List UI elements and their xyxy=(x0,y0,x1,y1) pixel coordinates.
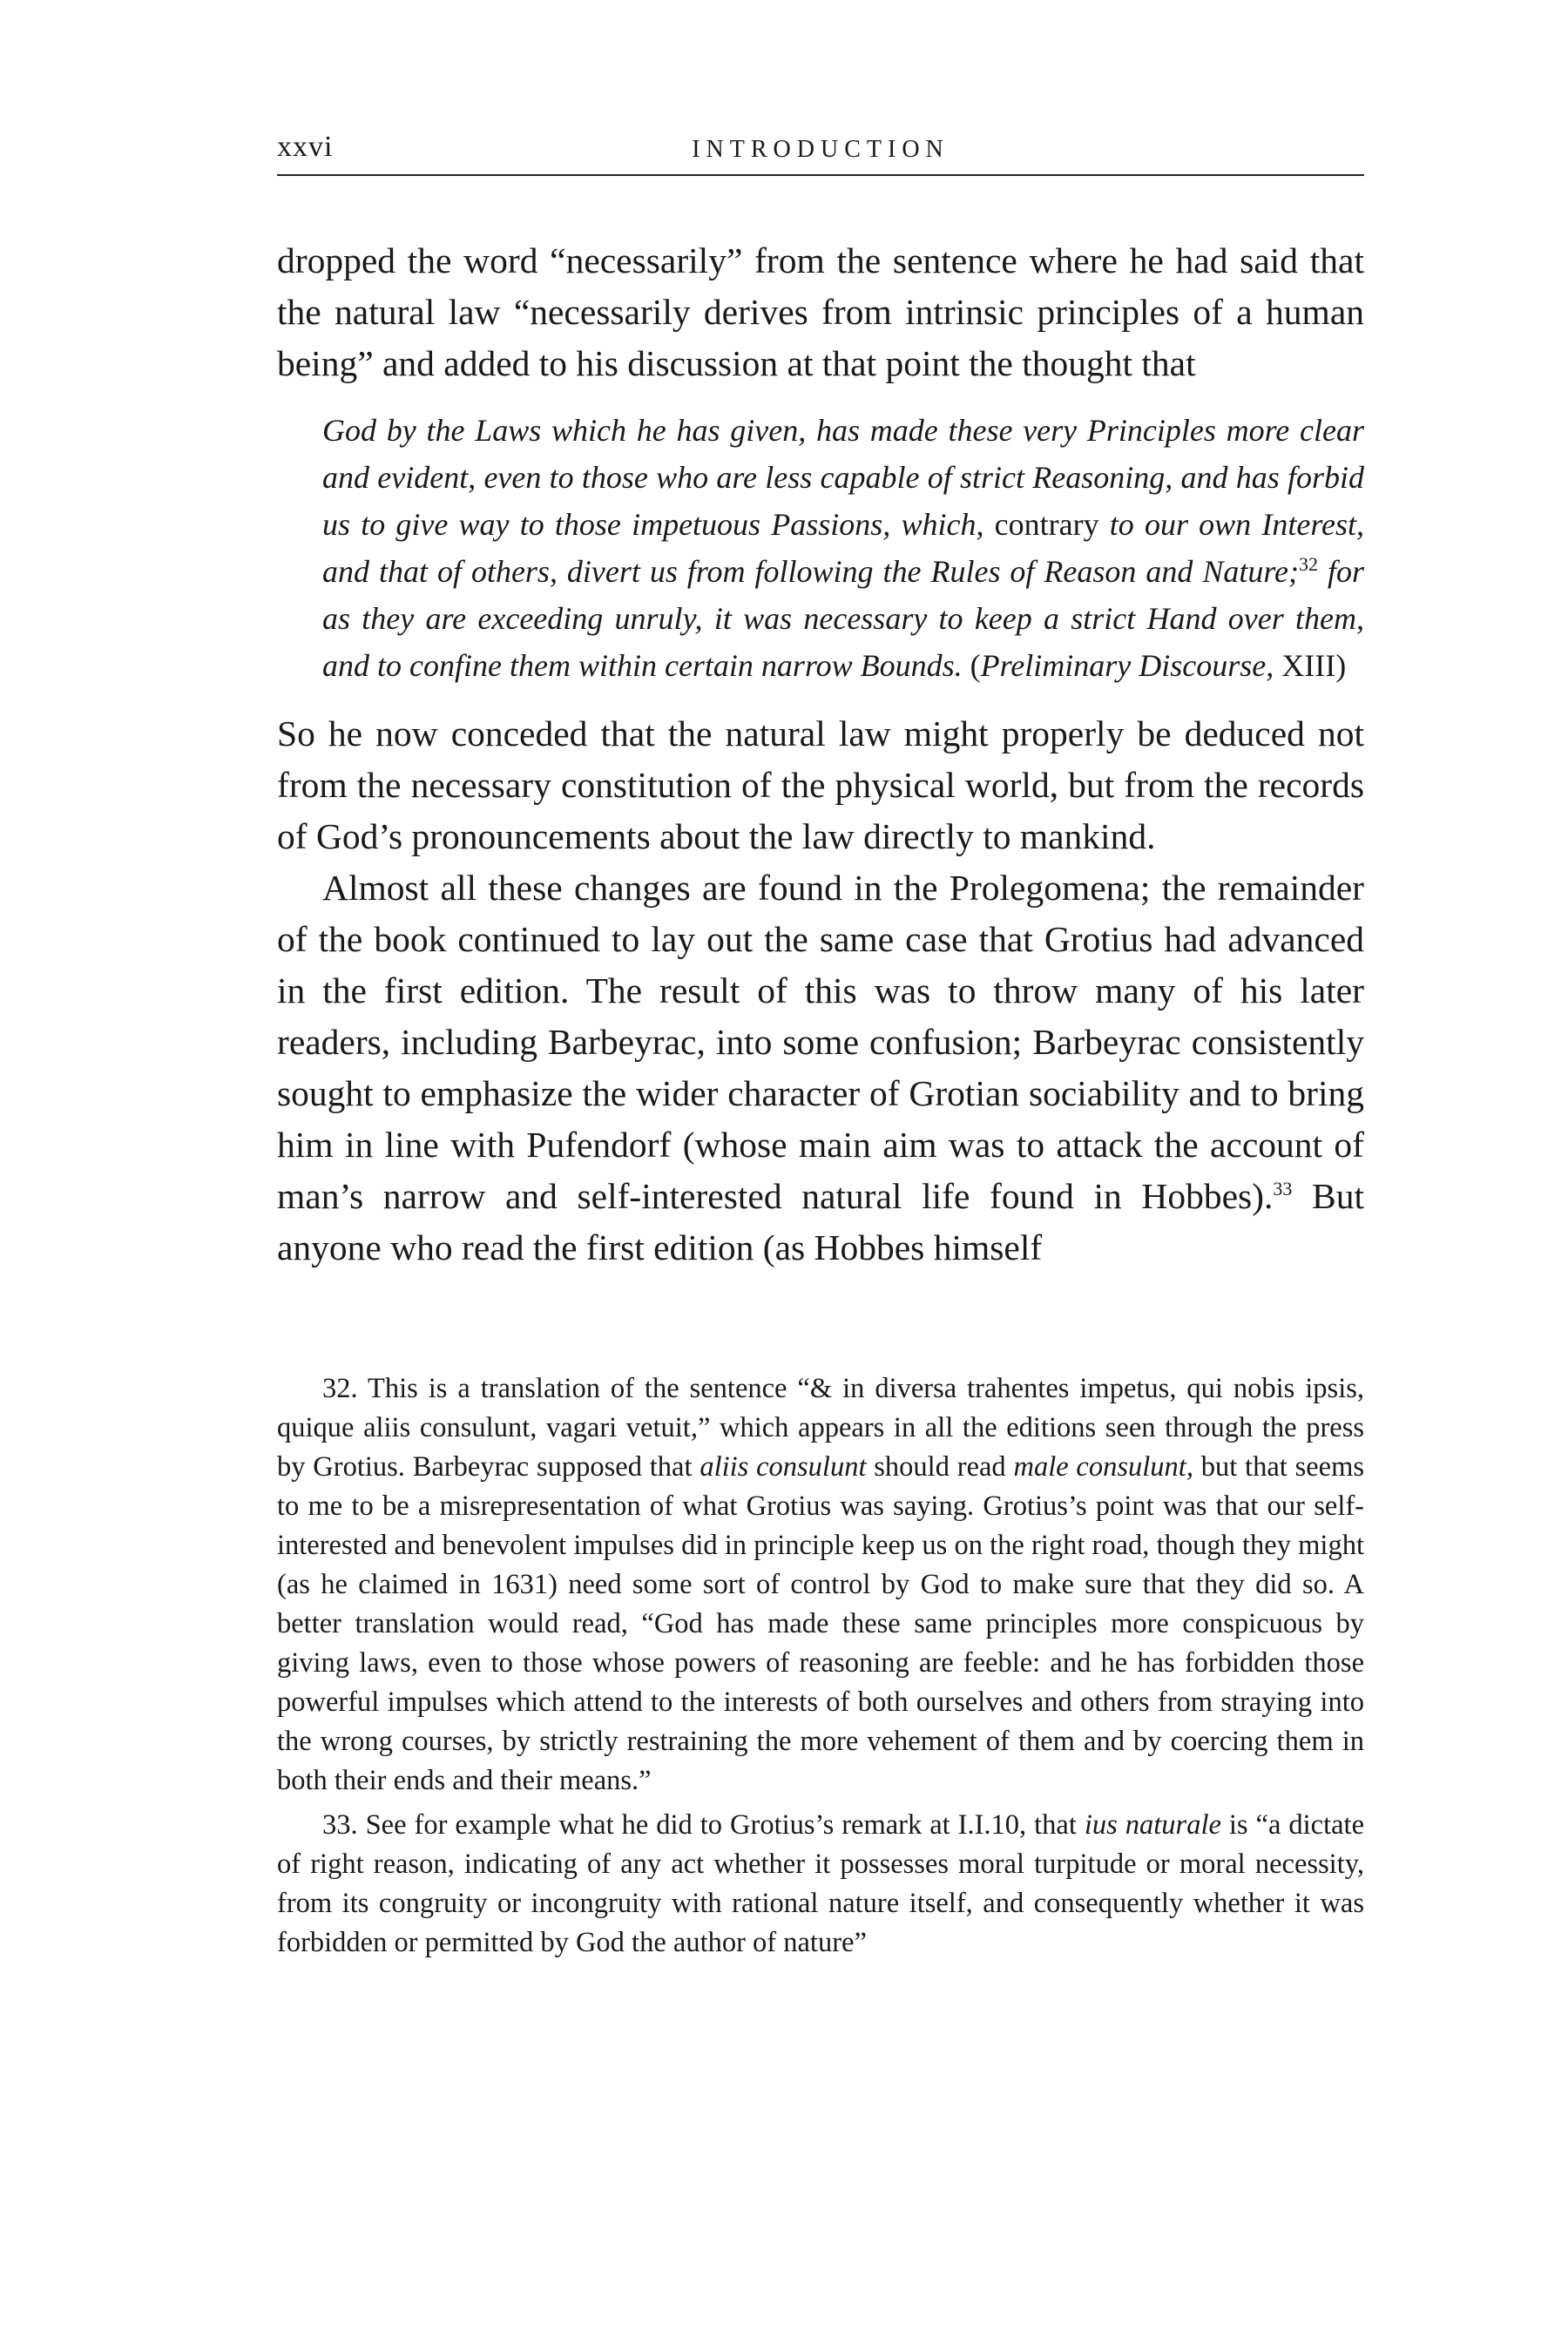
quote-text-1: God by the Laws which he has given, has made these very Principles more clear and evident, even to those who are less capable of strict Reasoning, and has forbid us to give way to those impetuous Passions, which, xyxy=(322,413,1364,542)
quote-citation-open: ( xyxy=(962,648,981,683)
footnote-33-text-2: is “a dictate of right reason, indicating of any act whether it possesses moral turpitude or moral necessity, from its congruity or incongruity with rational nature itself, and consequently whether it was forbidden or permitted by God the author of nature” xyxy=(277,1809,1364,1958)
quote-text-2: to our own Interest, and that of others, divert us from following the Rules of Reason and Nature; xyxy=(322,507,1364,589)
footnote-32-text-3: but that seems to me to be a misrepresentation of what Grotius was saying. Grotius’s point was that our self-interested and benevolent impulses did in principle keep us on the right road, though they might (as he claimed in 1631) need some sort of control by God to make sure that they did so. A better translation would read, “God has made these same principles more conspicuous by giving laws, even to those whose powers of reasoning are feeble: and he has forbidden those powerful impulses which attend to the interests of both ourselves and others from straying into the wrong courses, by strictly restraining the more vehement of them and by coercing them in both their ends and their means.” xyxy=(277,1451,1365,1796)
footnote-33-italic-1: ius naturale xyxy=(1084,1809,1221,1841)
footnote-32 xyxy=(277,1369,1364,1801)
running-title: INTRODUCTION xyxy=(692,136,950,163)
paragraph-3-text-1: Almost all these changes are found in the Prolegomena; the remainder of the book continued to lay out the same case that Grotius had advanced in the first edition. The result of this was to throw many of his later readers, including Barbeyrac, into some confusion; Barbeyrac consistently sought to emphasize the wider character of Grotian sociability and to bring him in line with Pufendorf (whose main aim was to attack the account of man’s narrow and self-interested natural life found in Hobbes). xyxy=(277,868,1364,1216)
running-head xyxy=(277,122,1364,176)
paragraph-3-text-2: But anyone who read the first edition (as Hobbes himself xyxy=(277,1176,1364,1267)
footnote-32-text-2: should read xyxy=(866,1451,1014,1483)
page-number: xxvi xyxy=(277,131,334,163)
footnote-32-text-1: 32. This is a translation of the sentence “& in diversa trahentes impetus, qui nobis ipsis, quique aliis consulunt, vagari vetuit,” which appears in all the editions seen through the press by Grotius. Barbeyrac supposed that xyxy=(277,1373,1364,1483)
quote-citation-title: Preliminary Discourse, xyxy=(980,648,1274,683)
footnote-32-italic-2: male consulunt, xyxy=(1013,1451,1193,1483)
main-text xyxy=(277,235,1364,1274)
paragraph-2: So he now conceded that the natural law might properly be deduced not from the necessary constitution of the physical world, but from the records of God’s pronouncements about the law directly to mankind. xyxy=(277,713,1364,856)
footnotes xyxy=(277,1369,1364,1963)
footnote-33-text-1: 33. See for example what he did to Grotius’s remark at I.I.10, that xyxy=(322,1809,1085,1841)
book-page xyxy=(277,122,1364,1968)
quote-text-3: for as they are exceeding unruly, it was necessary to keep a strict Hand over them, and to confine them within certain narrow Bounds. xyxy=(322,554,1364,683)
footnote-ref-32[interactable]: 32 xyxy=(1299,553,1318,575)
footnote-33 xyxy=(277,1806,1364,1963)
quote-roman-word: contrary xyxy=(983,507,1110,542)
footnote-32-italic-1: aliis consulunt xyxy=(700,1451,867,1483)
quote-citation-close: XIII) xyxy=(1274,648,1347,683)
footnote-ref-33[interactable]: 33 xyxy=(1273,1178,1293,1200)
paragraph-3 xyxy=(277,862,1364,1274)
paragraph-1: dropped the word “necessarily” from the sentence where he had said that the natural law “necessarily derives from intrinsic principles of a human being” and added to his discussion at that point the thought that xyxy=(277,240,1364,383)
block-quote xyxy=(322,407,1364,689)
